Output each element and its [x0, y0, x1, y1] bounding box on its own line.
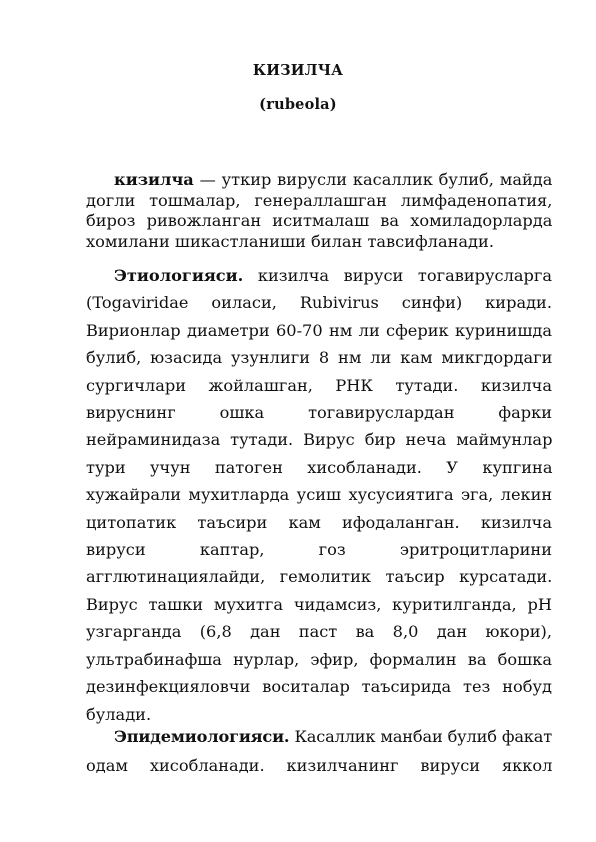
paragraph-line: вируснинг ошка тогавируслардан фарки [86, 403, 552, 423]
paragraph-line: Этиологияси. кизилча вируси тогавирусларга [114, 266, 552, 285]
section-heading-etiology: Этиологияси. [114, 266, 244, 285]
paragraph-line: догли тошмалар, генераллашган лимфаденопатия, [86, 190, 553, 210]
paragraph-line: Вирус ташки мухитга чидамсиз, куритилганда, pH [86, 594, 552, 614]
paragraph-line: хужайрали мухитларда усиш хусусиятига эга, лекин [86, 485, 553, 505]
document-subtitle: (rubeola) [259, 96, 337, 113]
paragraph-line: цитопатик таъсири кам ифодаланган. кизилча [86, 512, 552, 532]
paragraph-line: вируси каптар, гоз эритроцитларини [86, 540, 552, 560]
paragraph-line: булади. [86, 704, 152, 724]
paragraph-epidemiology [86, 722, 552, 780]
paragraph-line: ультрабинафша нурлар, эфир, формалин ва бошка [86, 649, 552, 669]
paragraph-line: (Togaviridae оиласи, Rubivirus синфи) киради. [86, 293, 552, 313]
paragraph-line: бироз ривожланган иситмалаш ва хомиладорларда [86, 211, 553, 230]
paragraph-line: узгарганда (6,8 дан паст ва 8,0 дан юкори), [86, 622, 552, 642]
paragraph-line: нейраминидаза тутади. Вирус бир неча маймунлар [86, 430, 553, 450]
paragraph-line: кизилча — уткир вирусли касаллик булиб, майда [114, 170, 553, 189]
paragraph-etiology [86, 262, 552, 728]
paragraph-definition [86, 170, 552, 252]
paragraph-line: Эпидемиологияси. Касаллик манбаи булиб факат [114, 727, 552, 746]
paragraph-line: одам хисобланади. кизилчанинг вируси яккол [86, 756, 553, 775]
paragraph-line: булиб, юзасида узунлиги 8 нм ли кам микгдордаги [86, 348, 553, 368]
term-heading: кизилча [114, 170, 194, 189]
section-heading-epidemiology: Эпидемиологияси. [114, 727, 290, 746]
document-title: КИЗИЛЧА [252, 62, 344, 79]
paragraph-line: дезинфекцияловчи воситалар таъсирида тез нобуд [86, 677, 552, 697]
paragraph-line: агглютинациялайди, гемолитик таъсир курсатади. [86, 567, 553, 587]
paragraph-line: хомилани шикастланиши билан тавсифланади. [86, 231, 494, 251]
paragraph-line: сургичлари жойлашган, РНК тутади. кизилча [86, 375, 552, 395]
paragraph-line: Вирионлар диаметри 60-70 нм ли сферик куринишда [86, 320, 552, 340]
paragraph-line: тури учун патоген хисобланади. У купгина [86, 457, 553, 477]
